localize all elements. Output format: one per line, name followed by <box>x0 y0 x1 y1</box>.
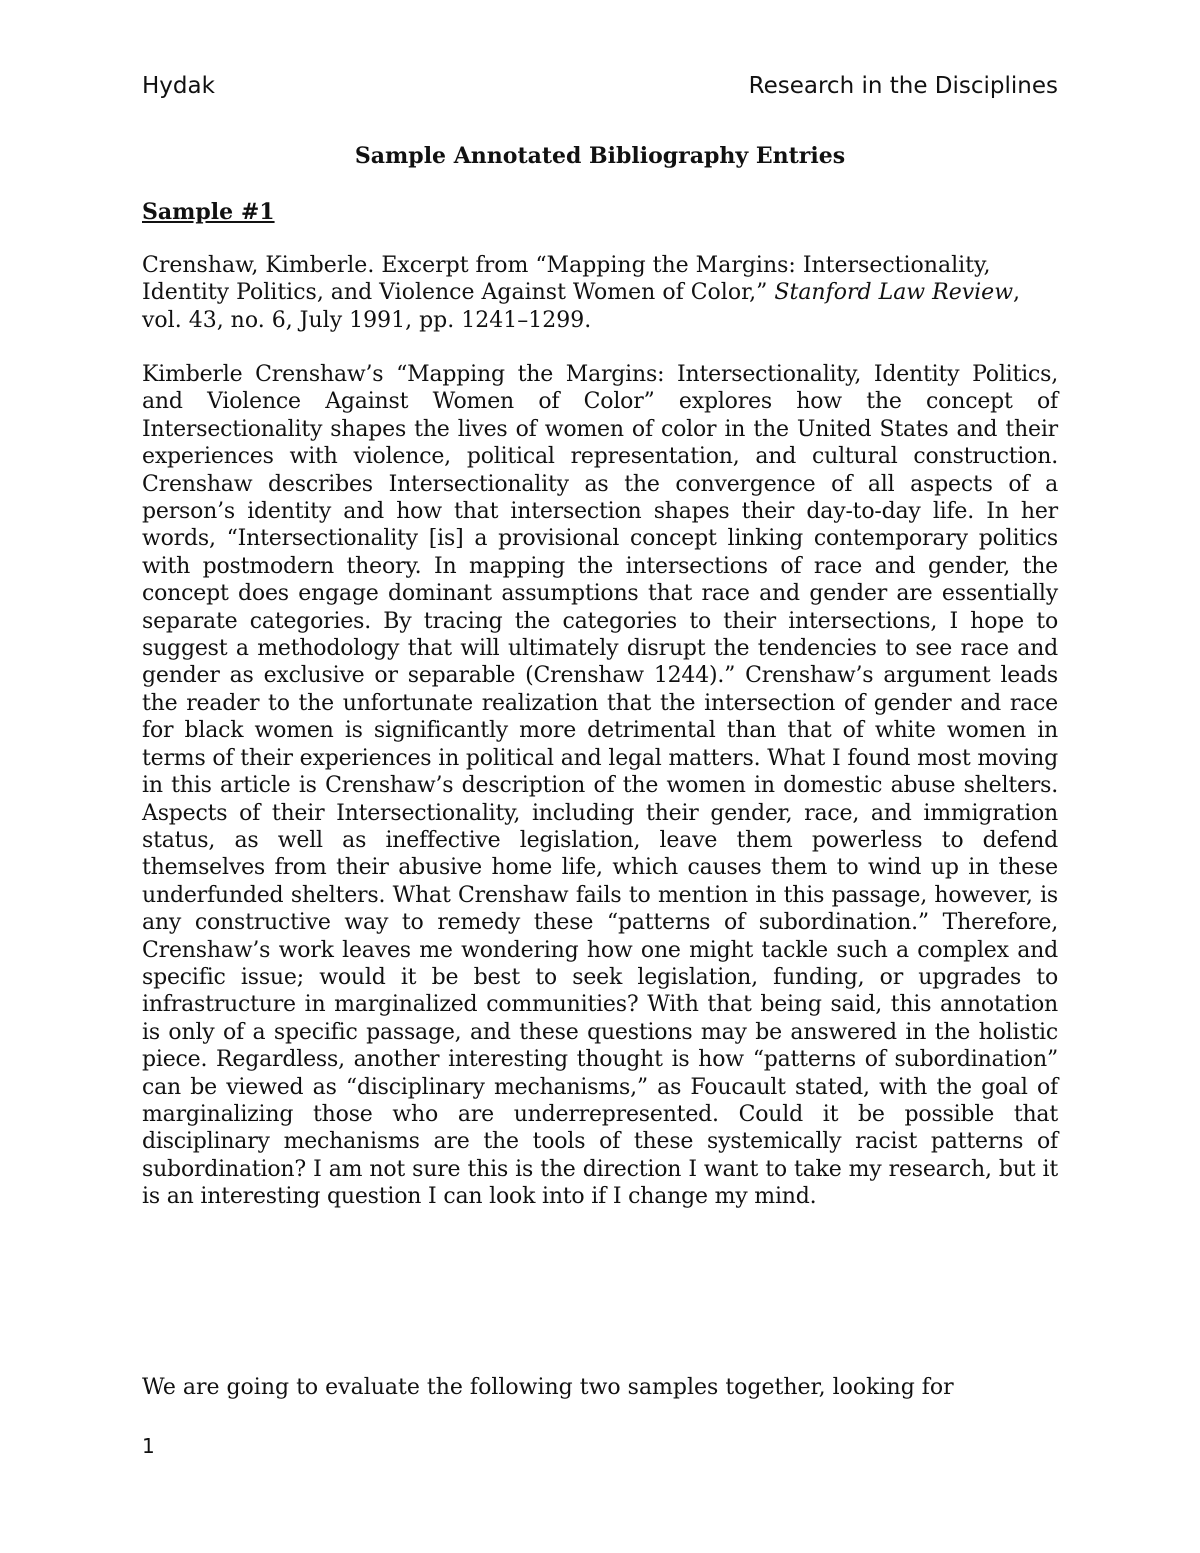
annotation-paragraph: Kimberle Crenshaw’s “Mapping the Margins: Intersectionality, Identity Politics, and Violence Against Women of Color” explores how the concept of Intersectionality shapes the lives of women of color in the United States and their experiences with violence, political representation, and cultural construction. Crenshaw describes Intersectionality as the convergence of all aspects of a person’s identity and how that intersection shapes their day-to-day life. In her words, “Intersectionality [is] a provisional concept linking contemporary politics with postmodern theory. In mapping the intersections of race and gender, the concept does engage dominant assumptions that race and gender are essentially separate categories. By tracing the categories to their intersections, I hope to suggest a methodology that will ultimately disrupt the tendencies to see race and gender as exclusive or separable (Crenshaw 1244).” Crenshaw’s argument leads the reader to the unfortunate realization that the intersection of gender and race for black women is significantly more detrimental than that of white women in terms of their experiences in political and legal matters. What I found most moving in this article is Crenshaw’s description of the women in domestic abuse shelters. Aspects of their Intersectionality, including their gender, race, and immigration status, as well as ineffective legislation, leave them powerless to defend themselves from their abusive home life, which causes them to wind up in these underfunded shelters. What Crenshaw fails to mention in this passage, however, is any constructive way to remedy these “patterns of subordination.” Therefore, Crenshaw’s work leaves me wondering how one might tackle such a complex and specific issue; would it be best to seek legislation, funding, or upgrades to infrastructure in marginalized communities? With that being said, this annotation is only of a specific passage, and these questions may be answered in the holistic piece. Regardless, another interesting thought is how “patterns of subordination” can be viewed as “disciplinary mechanisms,” as Foucault stated, with the goal of marginalizing those who are underrepresented. Could it be possible that disciplinary mechanisms are the tools of these systemically racist patterns of subordination? I am not sure this is the direction I want to take my research, but it is an interesting question I can look into if I change my mind. <box>142 362 1058 1210</box>
sample-heading: Sample #1 <box>142 199 275 225</box>
citation-journal: Stanford Law Review <box>774 280 1014 306</box>
running-header <box>142 70 1058 102</box>
page-number: 1 <box>142 1434 155 1458</box>
citation <box>142 252 1058 334</box>
header-author: Hydak <box>142 73 215 99</box>
citation-author-and-title: Crenshaw, Kimberle. Excerpt from “Mapping the Margins: Intersectionality, Identity Politics, and Violence Against Women of Color,” <box>142 253 991 306</box>
document-title: Sample Annotated Bibliography Entries <box>354 143 846 169</box>
citation-details: , vol. 43, no. 6, July 1991, pp. 1241–1299. <box>142 280 1021 333</box>
closing-paragraph: We are going to evaluate the following two samples together, looking for <box>142 1375 954 1400</box>
header-course: Research in the Disciplines <box>748 73 1058 99</box>
